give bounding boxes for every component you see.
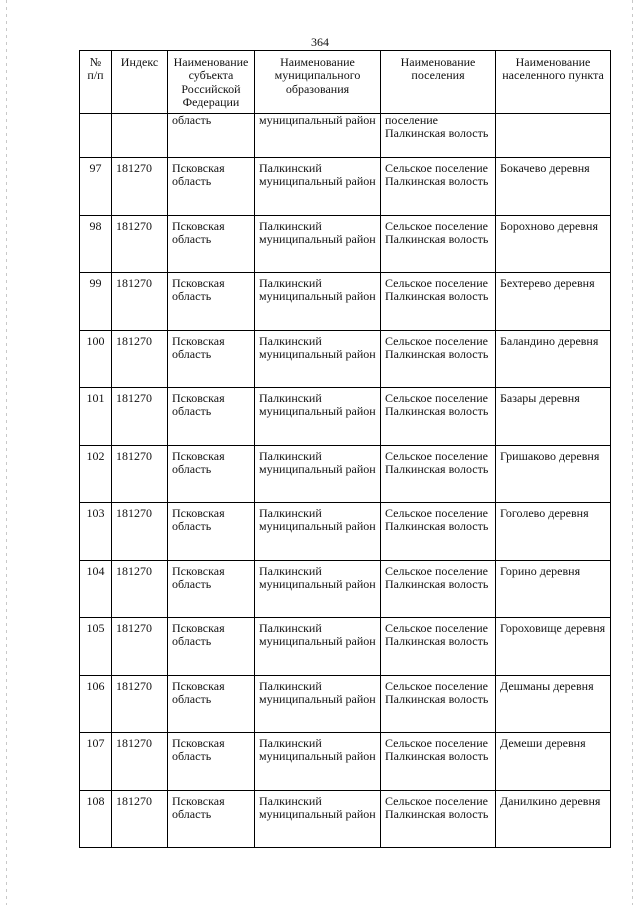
- cell-municipality: Палкинский муниципальный район: [255, 330, 381, 388]
- cell-subject: Псковская область: [168, 790, 255, 848]
- cell-index: 181270: [112, 215, 168, 273]
- table-header-row: [80, 51, 611, 114]
- continuation-row: [80, 114, 611, 158]
- cell-municipality: Палкинский муниципальный район: [255, 675, 381, 733]
- cell-municipality: Палкинский муниципальный район: [255, 618, 381, 676]
- table-body: [80, 114, 611, 848]
- cell-subject: Псковская область: [168, 445, 255, 503]
- cell-locality: Демеши деревня: [496, 733, 611, 791]
- table-row: [80, 388, 611, 446]
- cell-locality: Дешманы деревня: [496, 675, 611, 733]
- cell-settlement: Сельское поселение Палкинская волость: [381, 273, 496, 331]
- cell-municipality: Палкинский муниципальный район: [255, 560, 381, 618]
- cell-index: 181270: [112, 618, 168, 676]
- cell-municipality: Палкинский муниципальный район: [255, 388, 381, 446]
- table-row: [80, 330, 611, 388]
- cell-index: 181270: [112, 273, 168, 331]
- cell-num: 101: [80, 388, 112, 446]
- table-row: [80, 560, 611, 618]
- cell-index: 181270: [112, 158, 168, 216]
- cell-num: 99: [80, 273, 112, 331]
- cell-municipality: Палкинский муниципальный район: [255, 158, 381, 216]
- cell-subject: Псковская область: [168, 618, 255, 676]
- cell-subject: область: [168, 114, 255, 158]
- table-row: [80, 675, 611, 733]
- cell-municipality: Палкинский муниципальный район: [255, 445, 381, 503]
- cell-locality: Горино деревня: [496, 560, 611, 618]
- cell-index: [112, 114, 168, 158]
- table-row: [80, 733, 611, 791]
- cell-locality: Гороховище деревня: [496, 618, 611, 676]
- cell-index: 181270: [112, 733, 168, 791]
- header-locality: Наименование населенного пункта: [496, 51, 611, 114]
- cell-num: 102: [80, 445, 112, 503]
- cell-settlement: Сельское поселение Палкинская волость: [381, 158, 496, 216]
- cell-index: 181270: [112, 560, 168, 618]
- cell-locality: Бехтерево деревня: [496, 273, 611, 331]
- cell-settlement: Сельское поселение Палкинская волость: [381, 330, 496, 388]
- cell-settlement: Сельское поселение Палкинская волость: [381, 388, 496, 446]
- cell-num: 97: [80, 158, 112, 216]
- cell-municipality: Палкинский муниципальный район: [255, 790, 381, 848]
- cell-locality: [496, 114, 611, 158]
- cell-num: 107: [80, 733, 112, 791]
- cell-settlement: Сельское поселение Палкинская волость: [381, 618, 496, 676]
- page-number: 364: [311, 35, 329, 49]
- cell-municipality: Палкинский муниципальный район: [255, 273, 381, 331]
- cell-subject: Псковская область: [168, 560, 255, 618]
- table-row: [80, 158, 611, 216]
- cell-num: 106: [80, 675, 112, 733]
- header-settlement: Наименование поселения: [381, 51, 496, 114]
- cell-subject: Псковская область: [168, 273, 255, 331]
- table-row: [80, 618, 611, 676]
- cell-subject: Псковская область: [168, 330, 255, 388]
- table-row: [80, 273, 611, 331]
- cell-subject: Псковская область: [168, 503, 255, 561]
- cell-settlement: поселение Палкинская волость: [381, 114, 496, 158]
- cell-subject: Псковская область: [168, 675, 255, 733]
- header-subject: Наименование субъекта Российской Федерации: [168, 51, 255, 114]
- header-municipality: Наименование муниципального образования: [255, 51, 381, 114]
- cell-settlement: Сельское поселение Палкинская волость: [381, 445, 496, 503]
- scan-edge-right: [632, 0, 633, 905]
- cell-municipality: Палкинский муниципальный район: [255, 215, 381, 273]
- table-row: [80, 790, 611, 848]
- cell-num: 103: [80, 503, 112, 561]
- cell-num: [80, 114, 112, 158]
- cell-num: 108: [80, 790, 112, 848]
- cell-settlement: Сельское поселение Палкинская волость: [381, 560, 496, 618]
- cell-settlement: Сельское поселение Палкинская волость: [381, 675, 496, 733]
- cell-settlement: Сельское поселение Палкинская волость: [381, 790, 496, 848]
- cell-locality: Гоголево деревня: [496, 503, 611, 561]
- cell-index: 181270: [112, 503, 168, 561]
- cell-num: 98: [80, 215, 112, 273]
- cell-index: 181270: [112, 388, 168, 446]
- cell-municipality: муниципальный район: [255, 114, 381, 158]
- cell-index: 181270: [112, 445, 168, 503]
- localities-table: [79, 50, 611, 848]
- cell-locality: Данилкино деревня: [496, 790, 611, 848]
- header-num: № п/п: [80, 51, 112, 114]
- cell-settlement: Сельское поселение Палкинская волость: [381, 503, 496, 561]
- scan-edge-left: [6, 0, 7, 905]
- cell-locality: Базары деревня: [496, 388, 611, 446]
- cell-municipality: Палкинский муниципальный район: [255, 503, 381, 561]
- cell-subject: Псковская область: [168, 388, 255, 446]
- cell-subject: Псковская область: [168, 733, 255, 791]
- cell-num: 105: [80, 618, 112, 676]
- cell-locality: Гришаково деревня: [496, 445, 611, 503]
- table-row: [80, 503, 611, 561]
- table-row: [80, 215, 611, 273]
- cell-index: 181270: [112, 675, 168, 733]
- cell-settlement: Сельское поселение Палкинская волость: [381, 733, 496, 791]
- cell-locality: Баландино деревня: [496, 330, 611, 388]
- cell-index: 181270: [112, 790, 168, 848]
- cell-locality: Бокачево деревня: [496, 158, 611, 216]
- cell-settlement: Сельское поселение Палкинская волость: [381, 215, 496, 273]
- cell-num: 104: [80, 560, 112, 618]
- table-row: [80, 445, 611, 503]
- cell-subject: Псковская область: [168, 158, 255, 216]
- cell-index: 181270: [112, 330, 168, 388]
- cell-subject: Псковская область: [168, 215, 255, 273]
- cell-locality: Борохново деревня: [496, 215, 611, 273]
- header-index: Индекс: [112, 51, 168, 114]
- cell-municipality: Палкинский муниципальный район: [255, 733, 381, 791]
- cell-num: 100: [80, 330, 112, 388]
